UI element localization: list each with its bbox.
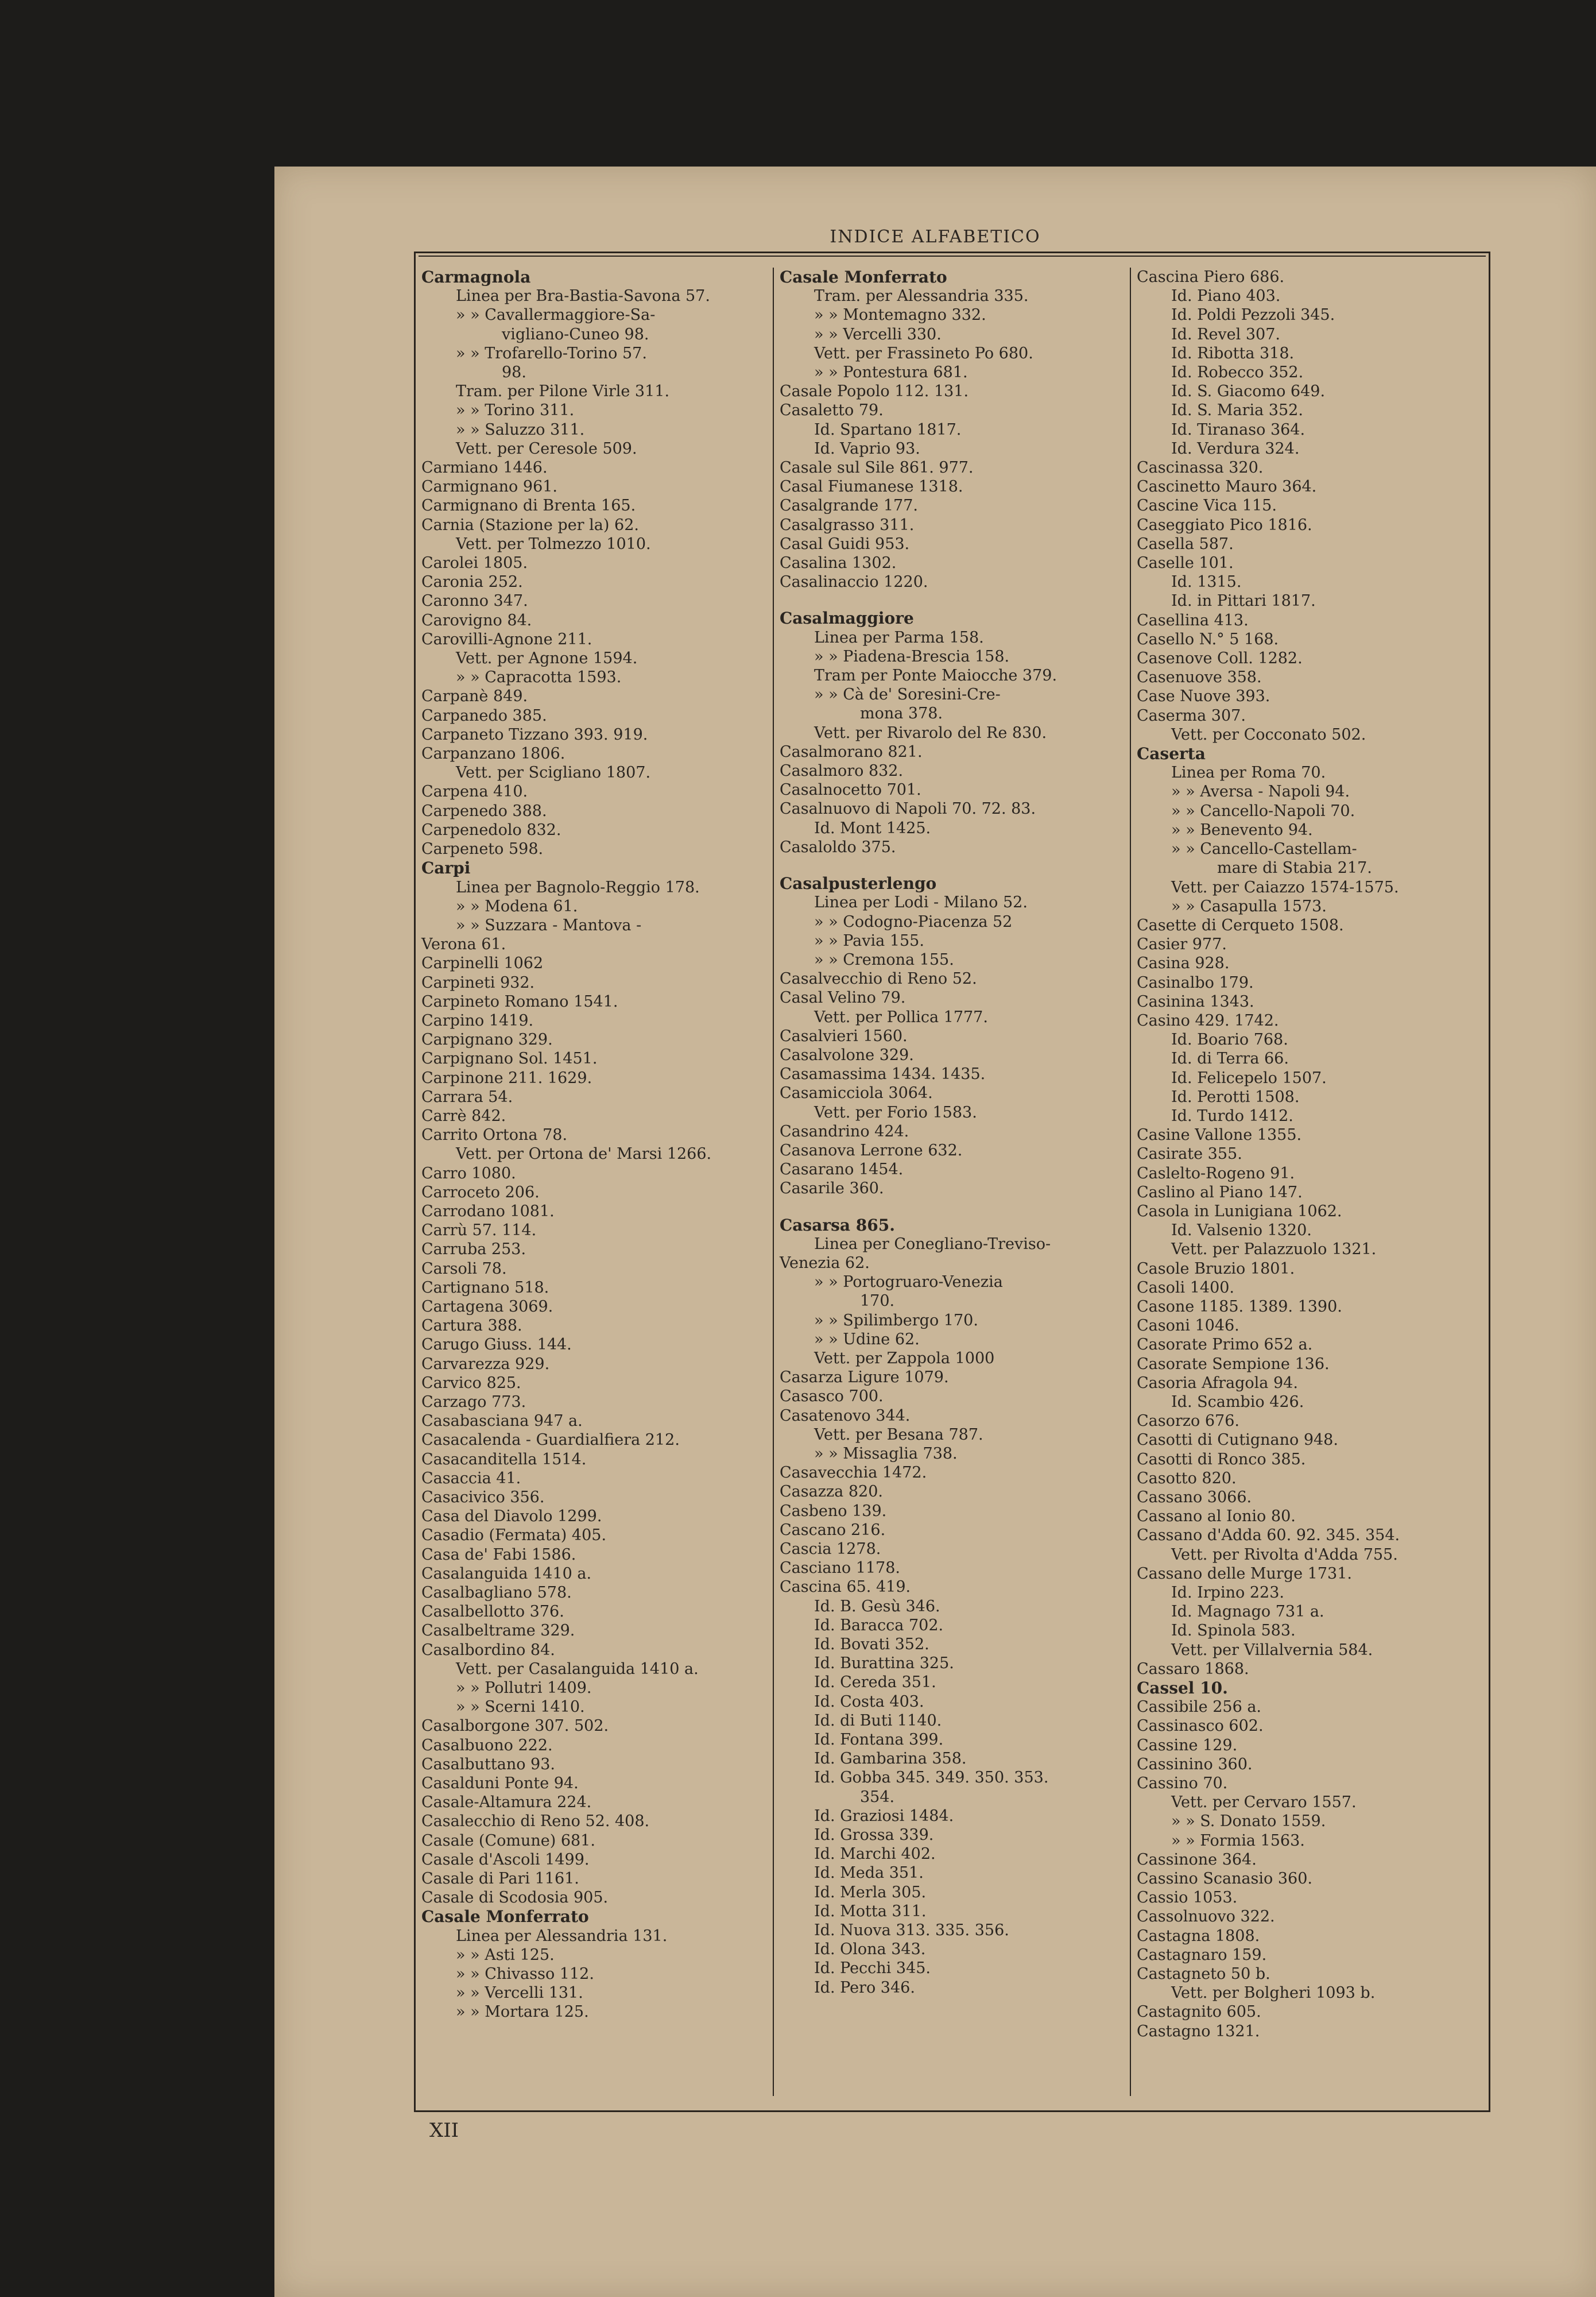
index-entry: Casorzo 676. (1137, 1412, 1239, 1430)
index-entry: Cassio 1053. (1137, 1889, 1238, 1907)
index-entry: Id. Pero 346. (814, 1978, 915, 1997)
index-entry: Vett. per Forio 1583. (814, 1103, 977, 1122)
index-entry: Casalvieri 1560. (780, 1027, 908, 1045)
index-entry: Id. Revel 307. (1171, 325, 1280, 343)
index-entry: Id. Nuova 313. 335. 356. (814, 1921, 1009, 1940)
index-entry: Castagnaro 159. (1137, 1946, 1267, 1964)
index-entry: Vett. per Frassineto Po 680. (814, 344, 1033, 362)
index-entry: Carpenedo 388. (421, 802, 547, 820)
index-entry: Id. Pecchi 345. (814, 1959, 931, 1978)
index-entry: Casale d'Ascoli 1499. (421, 1850, 590, 1869)
index-entry: Casal Fiumanese 1318. (780, 478, 963, 496)
index-entry: Carpignano Sol. 1451. (421, 1050, 598, 1068)
index-entry: 98. (502, 364, 526, 382)
index-entry: Id. Gobba 345. 349. 350. 353. (814, 1769, 1049, 1787)
index-entry: Casoria Afragola 94. (1137, 1374, 1298, 1392)
index-entry: » » Cremona 155. (814, 950, 954, 969)
index-entry: Id. Vaprio 93. (814, 439, 920, 458)
index-entry: Carmiano 1446. (421, 459, 548, 477)
index-entry: Cascina Piero 686. (1137, 268, 1285, 286)
index-entry: Carnia (Stazione per la) 62. (421, 516, 639, 534)
index-entry: » » Scerni 1410. (456, 1698, 585, 1716)
index-entry: Castagneto 50 b. (1137, 1965, 1270, 1983)
index-entry: Id. Valsenio 1320. (1171, 1221, 1312, 1240)
index-entry: Casale (Comune) 681. (421, 1831, 595, 1850)
index-entry: Cassano d'Adda 60. 92. 345. 354. (1137, 1526, 1400, 1545)
index-entry: » » Mortara 125. (456, 2003, 589, 2021)
index-entry: Casalmaggiore (780, 609, 914, 628)
index-entry: Casella 587. (1137, 535, 1234, 553)
index-entry: » » Cancello-Napoli 70. (1171, 802, 1355, 820)
index-entry: Cascina 65. 419. (780, 1578, 911, 1596)
index-entry: Casale di Scodosia 905. (421, 1889, 609, 1907)
index-entry: Cascinetto Mauro 364. (1137, 478, 1317, 496)
index-entry: Tram per Ponte Maiocche 379. (814, 667, 1057, 685)
index-entry: Casalina 1302. (780, 554, 897, 573)
index-entry: » » Cancello-Castellam- (1171, 840, 1357, 859)
index-entry: Casarza Ligure 1079. (780, 1368, 949, 1387)
index-frame (414, 252, 1490, 2112)
index-entry: Id. Verdura 324. (1171, 439, 1300, 458)
index-entry: Vett. per Caiazzo 1574-1575. (1171, 878, 1399, 896)
index-entry: Id. Graziosi 1484. (814, 1807, 954, 1825)
index-entry: » » Asti 125. (456, 1946, 555, 1964)
index-entry: » » Udine 62. (814, 1330, 920, 1348)
index-entry: Casina 928. (1137, 954, 1230, 973)
index-entry: Id. Motta 311. (814, 1902, 927, 1920)
index-entry: » » Saluzzo 311. (456, 420, 585, 439)
index-entry: Casalnuovo di Napoli 70. 72. 83. (780, 800, 1036, 818)
index-entry: Casinalbo 179. (1137, 973, 1254, 992)
index-entry: Casotto 820. (1137, 1469, 1237, 1487)
index-entry: Casalvolone 329. (780, 1046, 914, 1064)
index-entry: Vett. per Tolmezzo 1010. (456, 535, 651, 553)
index-entry: » » Torino 311. (456, 401, 575, 420)
index-entry: Cassinino 360. (1137, 1755, 1253, 1773)
index-entry: Carpeneto 598. (421, 840, 544, 859)
index-entry: Carrè 842. (421, 1107, 506, 1125)
index-entry: Cascano 216. (780, 1521, 886, 1539)
index-entry: Id. 1315. (1171, 573, 1242, 591)
index-entry: Vett. per Ceresole 509. (456, 439, 637, 458)
index-column-1 (416, 268, 772, 2096)
index-entry: Casaccia 41. (421, 1469, 521, 1487)
index-entry: Cassel 10. (1137, 1679, 1228, 1698)
index-entry: » » Vercelli 131. (456, 1984, 583, 2002)
index-entry: » » S. Donato 1559. (1171, 1812, 1326, 1831)
index-entry: Casatenovo 344. (780, 1406, 911, 1425)
index-entry: » » Formia 1563. (1171, 1831, 1305, 1850)
page-header: INDICE ALFABETICO (830, 227, 1041, 247)
index-entry: Carpineto Romano 1541. (421, 992, 618, 1011)
index-entry: Casalgrasso 311. (780, 516, 915, 534)
index-entry: Casa del Diavolo 1299. (421, 1507, 602, 1526)
index-entry: Id. S. Giacomo 649. (1171, 382, 1326, 401)
index-entry: Id. Ribotta 318. (1171, 344, 1295, 362)
index-entry: vigliano-Cuneo 98. (502, 325, 649, 343)
index-entry: Cassano 3066. (1137, 1488, 1252, 1506)
index-entry: » » Vercelli 330. (814, 325, 942, 343)
index-entry: Carpino 1419. (421, 1011, 534, 1030)
index-entry: Casarile 360. (780, 1180, 884, 1198)
index-entry: Carpena 410. (421, 783, 528, 801)
index-entry: Casenuove 358. (1137, 668, 1262, 687)
index-entry: Casazza 820. (780, 1483, 883, 1501)
index-entry: Castagna 1808. (1137, 1927, 1260, 1945)
index-entry: » » Codogno-Piacenza 52 (814, 912, 1013, 931)
index-entry: Vett. per Bolgheri 1093 b. (1171, 1984, 1376, 2002)
page-number: XII (429, 2119, 459, 2142)
index-entry: Vett. per Pollica 1777. (814, 1008, 988, 1026)
index-entry: Casalduni Ponte 94. (421, 1774, 579, 1793)
index-entry: Casale-Altamura 224. (421, 1793, 592, 1812)
index-entry: Cascine Vica 115. (1137, 497, 1277, 515)
index-entry: Case Nuove 393. (1137, 687, 1270, 706)
index-entry: Id. Bovati 352. (814, 1635, 929, 1654)
index-entry: Casanova Lerrone 632. (780, 1141, 963, 1159)
index-entry: mare di Stabia 217. (1217, 859, 1372, 877)
index-entry: Casciano 1178. (780, 1559, 900, 1577)
index-entry: Vett. per Rivolta d'Adda 755. (1171, 1545, 1398, 1564)
index-entry: Vett. per Palazzuolo 1321. (1171, 1240, 1377, 1259)
index-entry: Casalanguida 1410 a. (421, 1564, 592, 1583)
index-entry: Id. in Pittari 1817. (1171, 592, 1316, 610)
index-entry: Casacanditella 1514. (421, 1450, 587, 1468)
index-entry: » » Spilimbergo 170. (814, 1311, 978, 1329)
index-entry: Caselle 101. (1137, 554, 1234, 573)
index-entry: Casalbuono 222. (421, 1736, 553, 1754)
index-entry: Id. Piano 403. (1171, 287, 1281, 306)
index-entry: Caslelto-Rogeno 91. (1137, 1164, 1295, 1182)
index-entry: Id. Fontana 399. (814, 1731, 944, 1749)
index-entry: Casamassima 1434. 1435. (780, 1065, 986, 1084)
index-entry: Casalmorano 821. (780, 743, 923, 761)
index-entry: Casalecchio di Reno 52. 408. (421, 1812, 650, 1831)
index-entry: Casellina 413. (1137, 611, 1249, 629)
index-entry: 170. (860, 1292, 895, 1310)
index-entry: Id. Olona 343. (814, 1940, 926, 1959)
index-entry: Casaloldo 375. (780, 838, 896, 856)
index-entry: Casarano 1454. (780, 1161, 904, 1179)
index-entry: Carpinelli 1062 (421, 954, 544, 973)
index-entry: » » Suzzara - Mantova - (456, 916, 642, 934)
index-entry: Id. Irpino 223. (1171, 1584, 1284, 1602)
index-entry: Id. Boario 768. (1171, 1031, 1288, 1049)
index-entry: Casal Guidi 953. (780, 535, 910, 553)
index-entry: Id. Gambarina 358. (814, 1750, 967, 1768)
index-column-3 (1130, 268, 1489, 2096)
index-entry: mona 378. (860, 705, 943, 723)
index-entry: Carro 1080. (421, 1164, 516, 1182)
index-entry: Casalgrande 177. (780, 497, 918, 515)
index-entry: Casaletto 79. (780, 401, 884, 420)
index-entry: » » Trofarello-Torino 57. (456, 344, 647, 362)
index-entry: Casale di Pari 1161. (421, 1870, 579, 1888)
index-entry: Casorate Primo 652 a. (1137, 1336, 1313, 1354)
index-entry: Id. Mont 1425. (814, 819, 931, 837)
index-entry: Linea per Roma 70. (1171, 764, 1326, 782)
index-entry: Cassinone 364. (1137, 1850, 1257, 1869)
index-entry: » » Pavia 155. (814, 931, 924, 950)
index-entry: Id. Robecco 352. (1171, 364, 1304, 382)
index-entry (780, 857, 1123, 874)
index-entry: Id. Spinola 583. (1171, 1622, 1296, 1640)
index-entry: Cassano al Ionio 80. (1137, 1507, 1296, 1526)
index-entry: Casavecchia 1472. (780, 1464, 927, 1482)
index-entry: Caseggiato Pico 1816. (1137, 516, 1312, 534)
index-entry (780, 591, 1123, 609)
index-entry: Castagnito 605. (1137, 2003, 1261, 2021)
index-entry: Carpignano 329. (421, 1031, 553, 1049)
index-entry: Cascinassa 320. (1137, 459, 1264, 477)
index-entry: Caronia 252. (421, 573, 523, 591)
index-entry: Linea per Alessandria 131. (456, 1927, 668, 1945)
index-entry: Casalbuttano 93. (421, 1755, 555, 1773)
index-entry: Casabasciana 947 a. (421, 1412, 583, 1430)
index-entry: Casalpusterlengo (780, 874, 937, 894)
index-entry: Casacivico 356. (421, 1488, 545, 1506)
index-entry: Carpanzano 1806. (421, 745, 565, 763)
index-entry: Caserma 307. (1137, 706, 1246, 725)
index-entry: Casale Monferrato (780, 268, 947, 287)
index-entry: Id. Marchi 402. (814, 1845, 936, 1863)
index-entry: » » Cavallermaggiore-Sa- (456, 306, 656, 324)
index-entry: Vett. per Besana 787. (814, 1425, 983, 1444)
index-entry: Carpaneto Tizzano 393. 919. (421, 725, 648, 744)
index-entry: 354. (860, 1788, 895, 1806)
index-entry: Carroceto 206. (421, 1183, 540, 1201)
index-entry: Linea per Lodi - Milano 52. (814, 894, 1028, 912)
index-entry: Casandrino 424. (780, 1122, 909, 1140)
index-entry: Casello N.° 5 168. (1137, 630, 1279, 648)
index-entry: Venezia 62. (780, 1254, 870, 1272)
index-entry: » » Benevento 94. (1171, 821, 1313, 839)
index-entry: Carmagnola (421, 268, 531, 287)
index-entry: Casbeno 139. (780, 1502, 887, 1520)
index-entry: Casinina 1343. (1137, 992, 1254, 1011)
index-entry: Carpenedolo 832. (421, 821, 561, 839)
index-entry: » » Casapulla 1573. (1171, 897, 1327, 915)
index-entry: Casette di Cerqueto 1508. (1137, 916, 1344, 934)
index-entry: Casalbellotto 376. (421, 1603, 564, 1621)
index-entry: Id. S. Maria 352. (1171, 401, 1303, 420)
index-entry: Castagno 1321. (1137, 2022, 1260, 2040)
index-entry: Casa de' Fabi 1586. (421, 1545, 576, 1564)
index-entry (780, 1198, 1123, 1216)
index-entry: Casole Bruzio 1801. (1137, 1259, 1295, 1278)
index-entry: Vett. per Casalanguida 1410 a. (456, 1660, 699, 1678)
index-entry: Id. Cereda 351. (814, 1673, 936, 1692)
index-entry: Casier 977. (1137, 935, 1227, 954)
index-entry: Casalbeltrame 329. (421, 1622, 575, 1640)
index-entry: Carugo Giuss. 144. (421, 1336, 572, 1354)
index-entry: Id. Felicepelo 1507. (1171, 1069, 1327, 1087)
index-entry: Carrù 57. 114. (421, 1221, 537, 1240)
index-entry: Cascia 1278. (780, 1540, 881, 1558)
index-entry: » » Pontestura 681. (814, 364, 968, 382)
index-entry: Carrara 54. (421, 1088, 513, 1106)
index-entry: Carmignano 961. (421, 478, 558, 496)
index-entry: Cassano delle Murge 1731. (1137, 1564, 1352, 1583)
index-entry: » » Portogruaro-Venezia (814, 1273, 1003, 1291)
index-entry: Caserta (1137, 744, 1206, 764)
index-entry: Id. B. Gesù 346. (814, 1597, 940, 1615)
index-entry: Vett. per Ortona de' Marsi 1266. (456, 1145, 712, 1163)
index-entry: Cassolnuovo 322. (1137, 1908, 1275, 1926)
index-entry: Casal Velino 79. (780, 989, 906, 1007)
index-entry: Verona 61. (421, 935, 506, 954)
index-entry: Cartignano 518. (421, 1278, 549, 1297)
index-entry: Vett. per Cocconato 502. (1171, 725, 1366, 744)
index-entry: Carolei 1805. (421, 554, 528, 573)
index-entry: Cartagena 3069. (421, 1297, 553, 1316)
index-entry: Id. Poldi Pezzoli 345. (1171, 306, 1335, 324)
index-entry: Id. Meda 351. (814, 1864, 924, 1882)
index-entry: Cassino Scanasio 360. (1137, 1870, 1312, 1888)
index-entry: Id. Magnago 731 a. (1171, 1603, 1324, 1621)
index-entry: Vett. per Zappola 1000 (814, 1349, 995, 1367)
index-entry: Vett. per Agnone 1594. (456, 649, 638, 668)
index-entry: Casalbordino 84. (421, 1641, 555, 1659)
index-entry: Id. Tiranaso 364. (1171, 420, 1306, 439)
index-entry: Linea per Parma 158. (814, 628, 984, 647)
index-entry: Cassine 129. (1137, 1736, 1238, 1754)
index-entry: Casalnocetto 701. (780, 781, 921, 799)
index-entry: Caronno 347. (421, 592, 528, 610)
index-entry: Carsoli 78. (421, 1259, 507, 1278)
index-entry: Carpanedo 385. (421, 706, 547, 725)
index-entry: Caslino al Piano 147. (1137, 1183, 1303, 1201)
index-entry: Casine Vallone 1355. (1137, 1126, 1302, 1144)
index-entry: Carvarezza 929. (421, 1355, 550, 1373)
index-entry: Linea per Bra-Bastia-Savona 57. (456, 287, 710, 306)
index-entry: Carovigno 84. (421, 611, 532, 629)
index-entry: Casale sul Sile 861. 977. (780, 459, 974, 477)
index-entry: Carpanè 849. (421, 687, 528, 706)
index-entry: Carmignano di Brenta 165. (421, 497, 636, 515)
index-entry: Vett. per Cervaro 1557. (1171, 1793, 1357, 1812)
index-entry: » » Montemagno 332. (814, 306, 986, 324)
index-entry: Id. Turdo 1412. (1171, 1107, 1293, 1125)
index-column-2 (773, 268, 1129, 2096)
index-entry: Id. Costa 403. (814, 1692, 924, 1711)
index-entry: Casoni 1046. (1137, 1317, 1239, 1335)
index-entry: Casasco 700. (780, 1387, 884, 1406)
index-entry: Id. di Buti 1140. (814, 1711, 942, 1730)
index-entry: Casenove Coll. 1282. (1137, 649, 1303, 668)
index-entry: Id. Spartano 1817. (814, 420, 962, 439)
index-entry: » » Chivasso 112. (456, 1965, 594, 1983)
index-entry: Cassibile 256 a. (1137, 1698, 1262, 1716)
index-entry: Vett. per Villalvernia 584. (1171, 1641, 1373, 1659)
index-entry: Carruba 253. (421, 1240, 526, 1259)
index-entry: Tram. per Pilone Virle 311. (456, 382, 670, 401)
index-entry: Casale Monferrato (421, 1907, 589, 1927)
index-entry: Casorate Sempione 136. (1137, 1355, 1330, 1373)
index-entry: » » Modena 61. (456, 897, 578, 915)
index-entry: Linea per Conegliano-Treviso- (814, 1235, 1051, 1253)
index-entry: Id. Scambio 426. (1171, 1393, 1304, 1411)
index-entry: Carrito Ortona 78. (421, 1126, 568, 1144)
index-entry: Carpineti 932. (421, 973, 535, 992)
index-entry: » » Pollutri 1409. (456, 1679, 592, 1697)
index-entry: Casalinaccio 1220. (780, 573, 928, 591)
index-entry: Casalvecchio di Reno 52. (780, 970, 977, 988)
index-entry: Casacalenda - Guardialfiera 212. (421, 1431, 680, 1449)
index-entry: Linea per Bagnolo-Reggio 178. (456, 878, 700, 896)
index-entry: Id. Grossa 339. (814, 1826, 934, 1844)
index-entry: Id. Perotti 1508. (1171, 1088, 1300, 1106)
index-entry: Casola in Lunigiana 1062. (1137, 1202, 1342, 1220)
index-entry: Id. di Terra 66. (1171, 1050, 1289, 1068)
index-entry: Carzago 773. (421, 1393, 526, 1411)
index-entry: Id. Burattina 325. (814, 1654, 954, 1673)
index-entry: Cassaro 1868. (1137, 1660, 1249, 1678)
index-entry: » » Missaglia 738. (814, 1444, 958, 1463)
index-entry: Casino 429. 1742. (1137, 1011, 1279, 1030)
index-entry: Casamicciola 3064. (780, 1084, 933, 1103)
index-entry: Cassinasco 602. (1137, 1717, 1264, 1735)
book-page (274, 167, 1596, 2297)
index-entry: Casoli 1400. (1137, 1278, 1235, 1297)
index-entry: » » Aversa - Napoli 94. (1171, 783, 1350, 801)
index-entry: Casalmoro 832. (780, 762, 904, 780)
index-entry: Cassino 70. (1137, 1774, 1228, 1793)
index-entry: » » Cà de' Soresini-Cre- (814, 686, 1001, 704)
index-entry: Id. Baracca 702. (814, 1616, 944, 1634)
index-entry: » » Piadena-Brescia 158. (814, 647, 1010, 666)
index-entry: Id. Merla 305. (814, 1883, 927, 1901)
index-entry: Casone 1185. 1389. 1390. (1137, 1297, 1342, 1316)
index-entry: Casarsa 865. (780, 1215, 895, 1235)
index-entry: Casirate 355. (1137, 1145, 1242, 1163)
index-entry: Cartura 388. (421, 1317, 522, 1335)
index-entry: Carovilli-Agnone 211. (421, 630, 592, 648)
index-entry: Carvico 825. (421, 1374, 521, 1392)
index-entry: Casalborgone 307. 502. (421, 1717, 609, 1735)
index-entry: Casotti di Cutignano 948. (1137, 1431, 1338, 1449)
index-entry: » » Capracotta 1593. (456, 668, 622, 687)
index-entry: Carrodano 1081. (421, 1202, 555, 1220)
index-entry: Casalbagliano 578. (421, 1584, 572, 1602)
index-entry: Vett. per Scigliano 1807. (456, 764, 651, 782)
index-entry: Carpinone 211. 1629. (421, 1069, 592, 1087)
index-entry: Carpi (421, 859, 471, 878)
index-entry: Tram. per Alessandria 335. (814, 287, 1029, 306)
index-entry: Casale Popolo 112. 131. (780, 382, 969, 401)
index-entry: Casadio (Fermata) 405. (421, 1526, 607, 1545)
index-entry: Vett. per Rivarolo del Re 830. (814, 724, 1047, 742)
index-entry: Casotti di Ronco 385. (1137, 1450, 1306, 1468)
